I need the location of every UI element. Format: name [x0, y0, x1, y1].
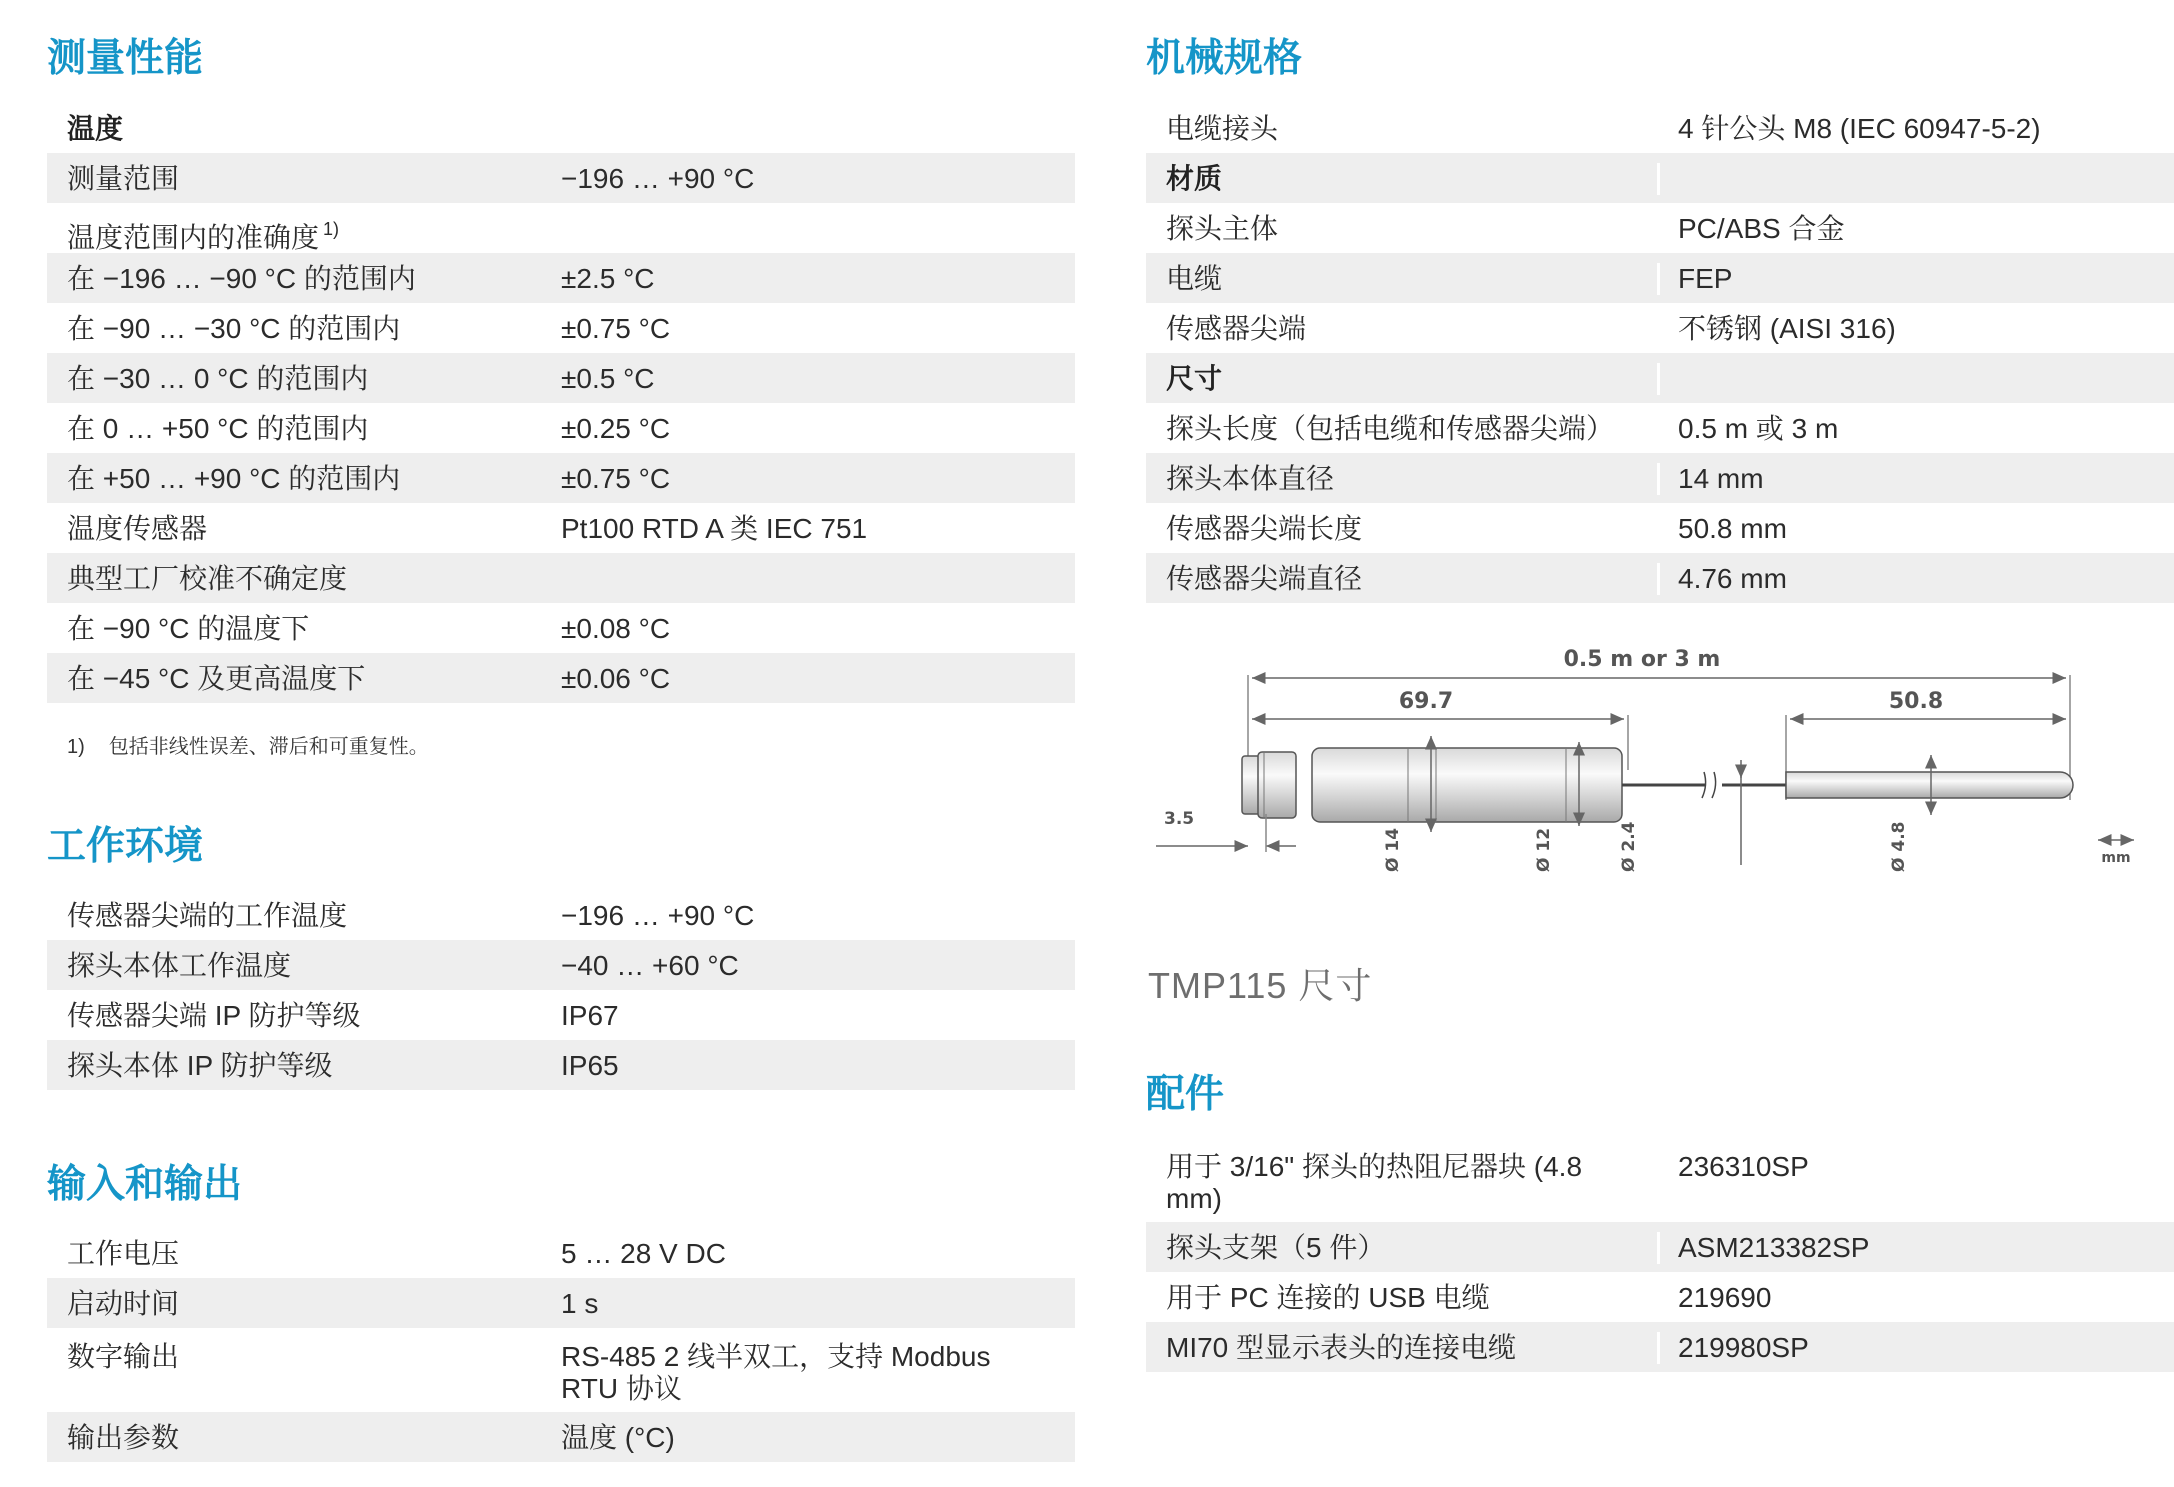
row-value: ASM213382SP [1678, 1232, 1870, 1263]
section-title-environment: 工作环境 [47, 825, 204, 868]
connector-offset-label: 3.5 [1164, 809, 1195, 829]
row-value: ±0.75 °C [561, 463, 671, 494]
section-title-io: 输入和输出 [47, 1163, 243, 1206]
footnote [67, 730, 429, 759]
table-row [47, 653, 1075, 703]
table-row [1146, 403, 2174, 453]
row-value: ±0.75 °C [561, 313, 671, 344]
table-row [1146, 553, 2174, 603]
row-value: −196 … +90 °C [561, 900, 755, 931]
io-table [47, 1228, 1075, 1462]
row-label: 输出参数 [67, 1422, 180, 1453]
row-label-with-footnote [47, 213, 561, 254]
row-value: 219980SP [1678, 1332, 1809, 1363]
row-label: 在 0 … +50 °C 的范围内 [67, 413, 369, 444]
environment-table [47, 890, 1075, 1090]
row-value: 236310SP [1678, 1151, 1809, 1182]
row-label: 在 −196 … −90 °C 的范围内 [67, 263, 416, 294]
row-value: 5 … 28 V DC [561, 1238, 726, 1269]
row-value: 4.76 mm [1678, 563, 1787, 594]
row-value: PC/ABS 合金 [1678, 213, 1845, 244]
table-row [47, 203, 1075, 253]
row-value: 不锈钢 (AISI 316) [1678, 313, 1896, 344]
row-label: 在 −45 °C 及更高温度下 [67, 663, 366, 694]
table-row [1146, 1138, 2174, 1222]
row-label: 在 −90 … −30 °C 的范围内 [67, 313, 401, 344]
table-row [47, 940, 1075, 990]
table-row [1146, 253, 2174, 303]
row-label: 电缆接头 [1146, 113, 1660, 145]
table-row [47, 303, 1075, 353]
row-label: 传感器尖端的工作温度 [67, 900, 348, 931]
row-value: RS-485 2 线半双工，支持 Modbus RTU 协议 [561, 1341, 991, 1404]
tip-length-label: 50.8 [1888, 689, 1944, 714]
table-row [1146, 303, 2174, 353]
drawing-caption: TMP115 尺寸 [1148, 965, 1373, 1006]
row-label: MI70 型显示表头的连接电缆 [1146, 1332, 1660, 1364]
row-label: 探头长度（包括电缆和传感器尖端） [1146, 413, 1660, 445]
sensor-tip [1786, 772, 2073, 798]
row-value: −40 … +60 °C [561, 950, 739, 981]
table-row [47, 103, 1075, 153]
row-value: IP67 [561, 1000, 619, 1031]
accessories-table [1146, 1138, 2174, 1372]
row-label: 尺寸 [1146, 363, 1660, 395]
table-row [1146, 103, 2174, 153]
footnote-ref: 1) [323, 219, 340, 239]
row-label: 探头本体直径 [1146, 463, 1660, 495]
table-row [1146, 153, 2174, 203]
row-label: 传感器尖端直径 [1146, 563, 1660, 595]
table-row [47, 453, 1075, 503]
row-label: 用于 3/16" 探头的热阻尼器块 (4.8 mm) [1146, 1151, 1660, 1215]
row-value: Pt100 RTD A 类 IEC 751 [561, 513, 868, 544]
diameter-connector-label: Ø 12 [1534, 827, 1554, 872]
row-value: ±2.5 °C [561, 263, 655, 294]
row-label: 电缆 [1146, 263, 1660, 295]
table-row [47, 553, 1075, 603]
table-row [47, 503, 1075, 553]
row-label: 探头本体 IP 防护等级 [67, 1050, 333, 1081]
row-label: 在 −30 … 0 °C 的范围内 [67, 363, 369, 394]
total-length-label: 0.5 m or 3 m [1563, 647, 1721, 672]
row-label: 数字输出 [67, 1341, 180, 1372]
row-value: 1 s [561, 1288, 599, 1319]
row-label: 探头主体 [1146, 213, 1660, 245]
probe-dimension-drawing [1146, 630, 2146, 940]
footnote-mark: 1) [67, 736, 85, 758]
row-value: FEP [1678, 263, 1733, 294]
row-label: 传感器尖端长度 [1146, 513, 1660, 545]
measurement-table [47, 103, 1075, 703]
table-row [1146, 453, 2174, 503]
row-value: 14 mm [1678, 463, 1764, 494]
row-label: 用于 PC 连接的 USB 电缆 [1146, 1282, 1660, 1314]
row-value: 219690 [1678, 1282, 1772, 1313]
diameter-cable-label: Ø 2.4 [1619, 821, 1639, 872]
diameter-tip-label: Ø 4.8 [1889, 821, 1909, 872]
unit-label: mm [2101, 850, 2131, 866]
table-row [47, 1412, 1075, 1462]
row-label: 探头支架（5 件） [1146, 1232, 1660, 1264]
table-row [47, 253, 1075, 303]
row-value: 4 针公头 M8 (IEC 60947-5-2) [1678, 113, 2041, 144]
row-label: 在 +50 … +90 °C 的范围内 [67, 463, 401, 494]
section-title-measurement: 测量性能 [47, 37, 204, 80]
table-row [1146, 1222, 2174, 1272]
body-length-label: 69.7 [1398, 689, 1454, 714]
row-label: 典型工厂校准不确定度 [67, 563, 348, 594]
footnote-text: 包括非线性误差、滞后和可重复性。 [108, 736, 429, 758]
probe-body [1312, 748, 1622, 822]
table-row [1146, 203, 2174, 253]
row-value: −196 … +90 °C [561, 163, 755, 194]
row-value: 50.8 mm [1678, 513, 1787, 544]
table-row [47, 153, 1075, 203]
row-label: 温度传感器 [67, 513, 208, 544]
row-label: 探头本体工作温度 [67, 950, 292, 981]
row-value: ±0.25 °C [561, 413, 671, 444]
table-row [47, 890, 1075, 940]
table-row [47, 990, 1075, 1040]
table-row [1146, 503, 2174, 553]
row-label: 温度 [67, 113, 124, 144]
table-row [47, 603, 1075, 653]
section-title-accessories: 配件 [1146, 1073, 1225, 1116]
row-value: ±0.5 °C [561, 363, 655, 394]
row-label: 测量范围 [67, 163, 180, 194]
row-label: 传感器尖端 [1146, 313, 1660, 345]
row-label: 启动时间 [67, 1288, 180, 1319]
row-label: 在 −90 °C 的温度下 [67, 613, 310, 644]
row-value: IP65 [561, 1050, 619, 1081]
table-row [47, 353, 1075, 403]
row-label: 温度范围内的准确度 [67, 222, 320, 253]
table-row [47, 1328, 1075, 1412]
section-title-mechanical: 机械规格 [1146, 37, 1303, 80]
row-label: 传感器尖端 IP 防护等级 [67, 1000, 361, 1031]
table-row [1146, 353, 2174, 403]
row-value: 温度 (°C) [561, 1422, 675, 1453]
row-value: ±0.06 °C [561, 663, 671, 694]
table-row [47, 1278, 1075, 1328]
diameter-body-label: Ø 14 [1383, 827, 1403, 872]
row-label: 材质 [1146, 163, 1660, 195]
row-label: 工作电压 [67, 1238, 180, 1269]
row-value: 0.5 m 或 3 m [1678, 413, 1839, 444]
table-row [47, 1228, 1075, 1278]
mechanical-table [1146, 103, 2174, 603]
table-row [1146, 1272, 2174, 1322]
table-row [47, 1040, 1075, 1090]
table-row [47, 403, 1075, 453]
row-value: ±0.08 °C [561, 613, 671, 644]
table-row [1146, 1322, 2174, 1372]
